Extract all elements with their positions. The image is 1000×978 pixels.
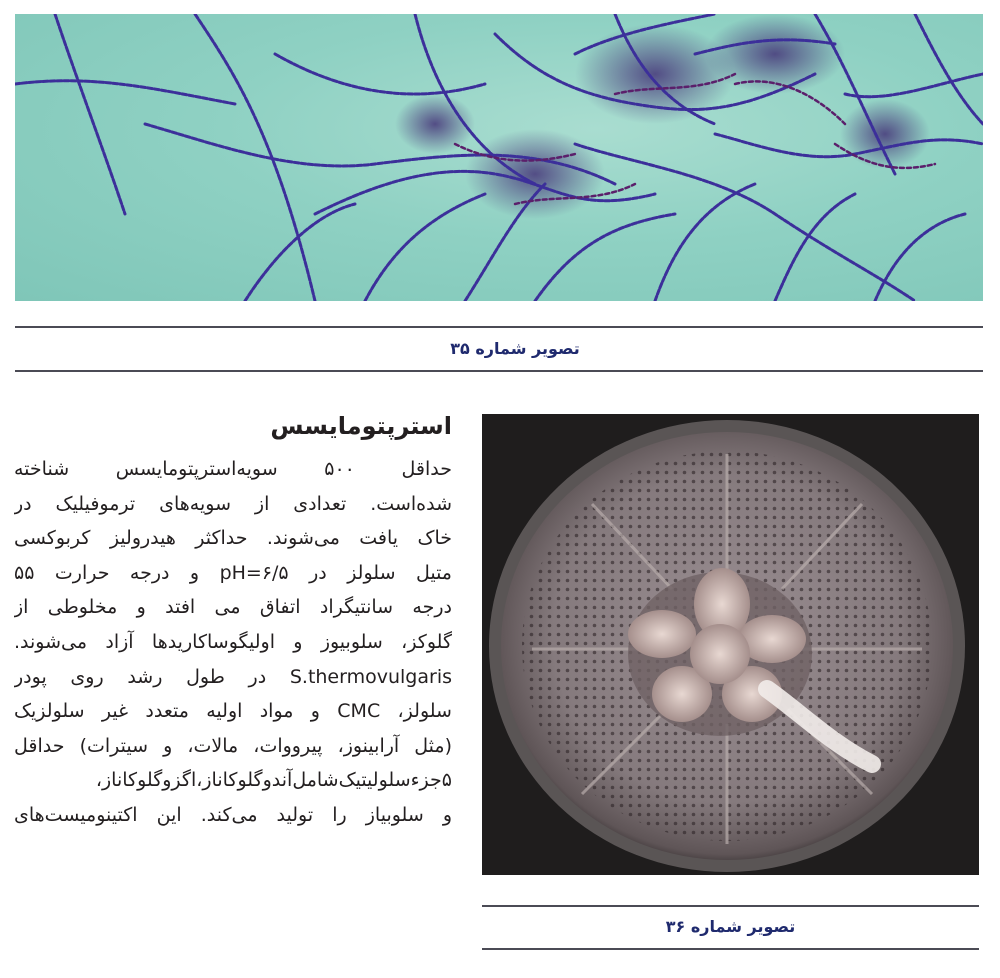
- article-line: خاک یافت می‌شوند. حداکثر هیدرولیز کربوکسی: [14, 527, 452, 550]
- article-line: متیل سلولز در pH=۶/۵ و درجه حرارت ۵۵: [14, 561, 452, 584]
- article-line: S.thermovulgaris در طول رشد روی پودر: [14, 665, 452, 688]
- figure-36-caption: تصویر شماره ۳۶: [665, 917, 796, 936]
- article-line: و سلوبیاز را تولید می‌کند. این اکتینومیست‌های: [14, 803, 452, 826]
- article-line: درجه سانتیگراد اتفاق می افتد و مخلوطی از: [14, 596, 452, 619]
- divider-line: [482, 948, 979, 950]
- article-line: سلولز، CMC و مواد اولیه متعدد غیر سلولزیک: [14, 700, 452, 723]
- figure-35-image: [15, 14, 983, 301]
- article-body: [14, 452, 452, 833]
- article-heading: استرپتومایسس: [270, 412, 452, 440]
- article-line: حداقل ۵۰۰ سویه‌استرپتومایسس شناخته: [14, 458, 452, 480]
- article-line: شده‌است. تعدادی از سویه‌های ترموفیلیک در: [14, 492, 452, 515]
- figure-35-caption: تصویر شماره ۳۵: [450, 339, 580, 358]
- divider-line: [15, 326, 983, 328]
- article-line: ۵جزءسلولیتیک‌شامل‌آندوگلوکاناز،اگزوگلوکاناز،: [95, 769, 452, 792]
- filament-micrograph: [15, 14, 983, 301]
- divider-line: [15, 370, 983, 372]
- divider-line: [482, 905, 979, 907]
- colony-micrograph: [482, 414, 979, 875]
- article-line: گلوکز، سلوبیوز و اولیگوساکاریدها آزاد می‌شوند.: [14, 630, 452, 653]
- article-line: (مثل آرابینوز، پیرووات، مالات، و سیترات) حداقل: [14, 734, 452, 757]
- figure-36-image: [482, 414, 979, 875]
